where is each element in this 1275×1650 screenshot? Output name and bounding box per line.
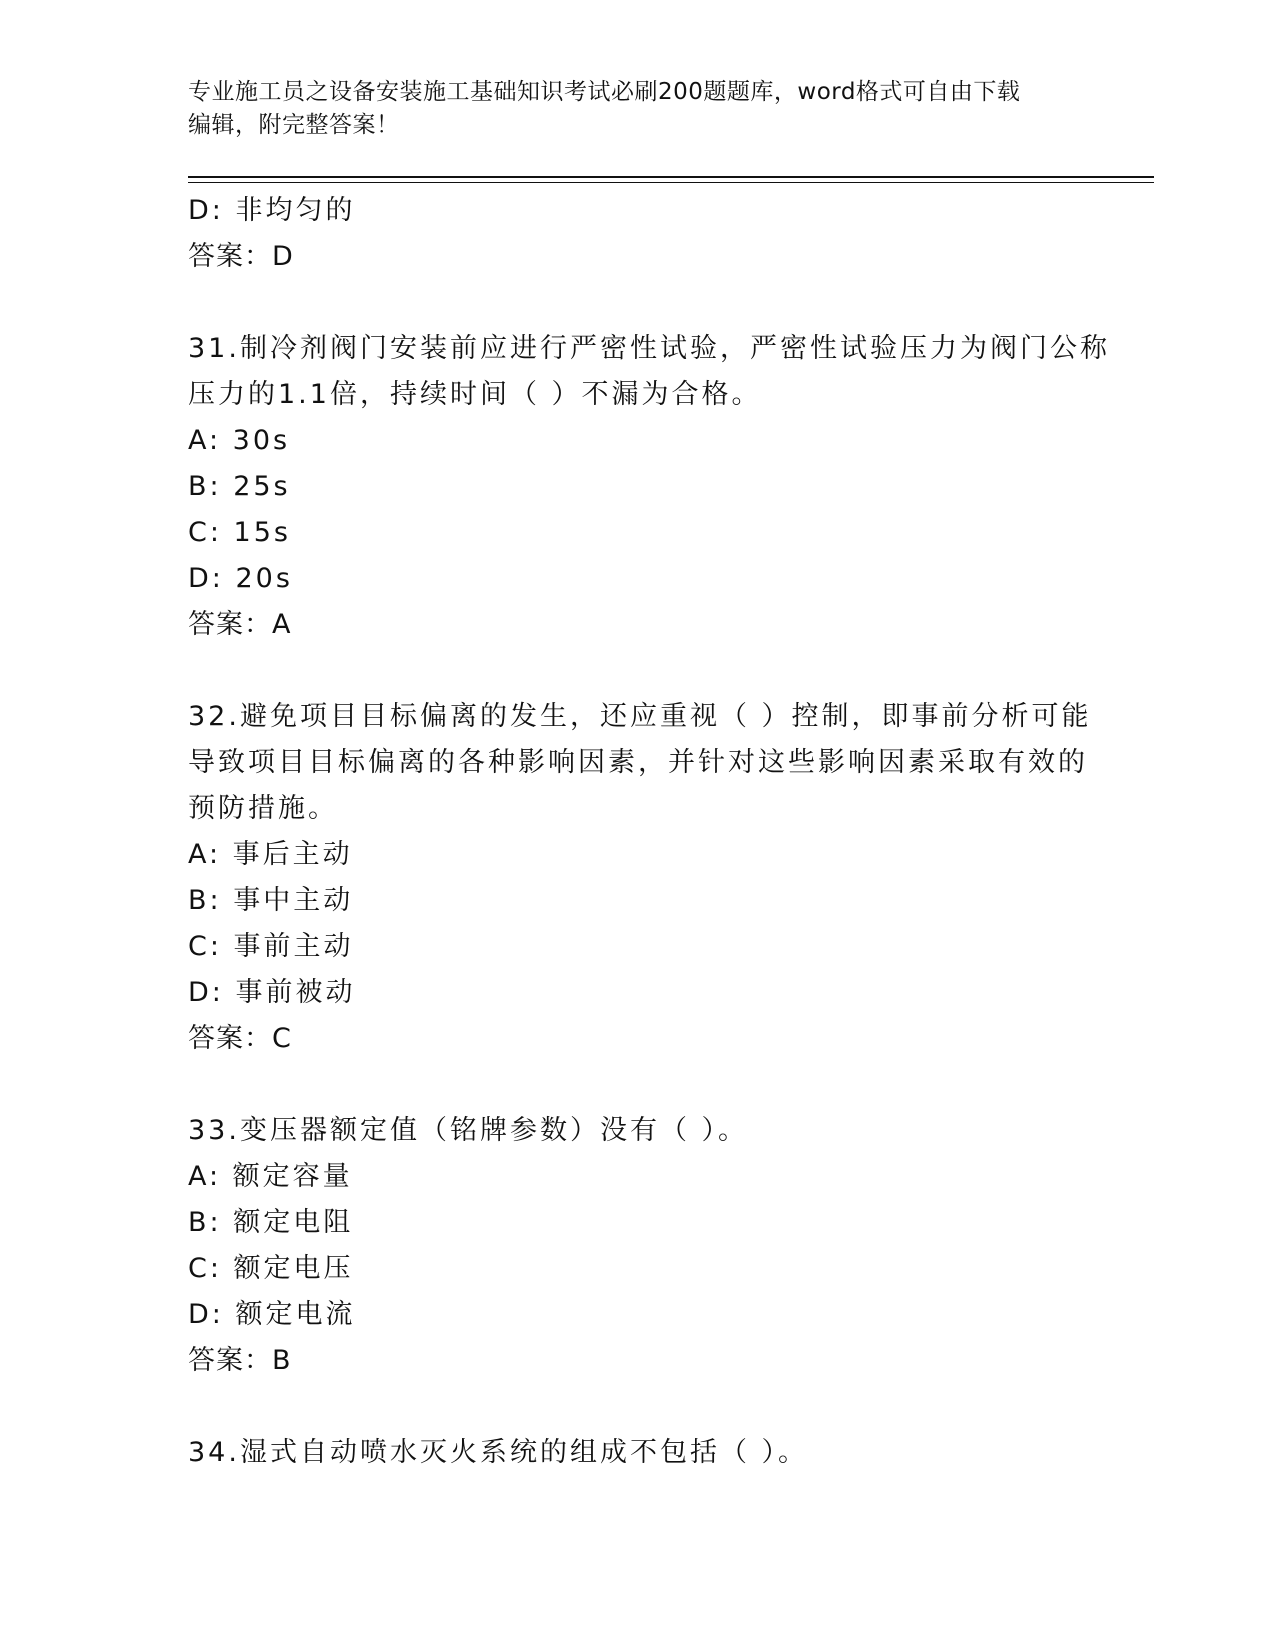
question-33 — [188, 1108, 1088, 1384]
question-34 — [188, 1430, 1088, 1476]
page-header — [188, 76, 1088, 142]
spacer — [188, 1062, 1088, 1108]
option-d: D: 事前被动 — [188, 977, 356, 1008]
option-b: B: 25s — [188, 471, 291, 502]
answer-label: 答案：D — [188, 241, 294, 272]
question-text-line: 33.变压器额定值（铭牌参数）没有（ ）。 — [188, 1115, 749, 1146]
question-32 — [188, 694, 1092, 1062]
answer-label: 答案：A — [188, 609, 292, 640]
option-a: A: 30s — [188, 425, 291, 456]
header-title-line-1: 专业施工员之设备安装施工基础知识考试必刷200题题库，word格式可自由下载 — [188, 79, 1021, 105]
header-divider-thin — [188, 182, 1154, 183]
option-c: C: 15s — [188, 517, 291, 548]
question-text-line: 预防措施。 — [188, 793, 338, 824]
answer-label: 答案：B — [188, 1345, 292, 1376]
option-a: A: 事后主动 — [188, 839, 353, 870]
option-d: D: 20s — [188, 563, 293, 594]
question-list — [188, 188, 1110, 1476]
spacer — [188, 648, 1088, 694]
option-c: C: 额定电压 — [188, 1253, 354, 1284]
question-text-line: 导致项目目标偏离的各种影响因素，并针对这些影响因素采取有效的 — [188, 747, 1088, 778]
question-text-line: 压力的1.1倍，持续时间（ ）不漏为合格。 — [188, 379, 762, 410]
spacer — [188, 1384, 1088, 1430]
option-c: C: 事前主动 — [188, 931, 354, 962]
question-text-line: 31.制冷剂阀门安装前应进行严密性试验，严密性试验压力为阀门公称 — [188, 333, 1110, 364]
question-31 — [188, 326, 1110, 648]
option-d: D: 非均匀的 — [188, 195, 356, 226]
spacer — [188, 280, 1088, 326]
option-d: D: 额定电流 — [188, 1299, 356, 1330]
header-divider — [188, 176, 1154, 178]
header-title-line-2: 编辑，附完整答案！ — [188, 112, 400, 138]
question-text-line: 34.湿式自动喷水灭火系统的组成不包括（ ）。 — [188, 1437, 809, 1468]
option-b: B: 额定电阻 — [188, 1207, 354, 1238]
question-30-tail — [188, 188, 1088, 280]
answer-label: 答案：C — [188, 1023, 292, 1054]
option-a: A: 额定容量 — [188, 1161, 353, 1192]
question-text-line: 32.避免项目目标偏离的发生，还应重视（ ）控制，即事前分析可能 — [188, 701, 1092, 732]
option-b: B: 事中主动 — [188, 885, 354, 916]
